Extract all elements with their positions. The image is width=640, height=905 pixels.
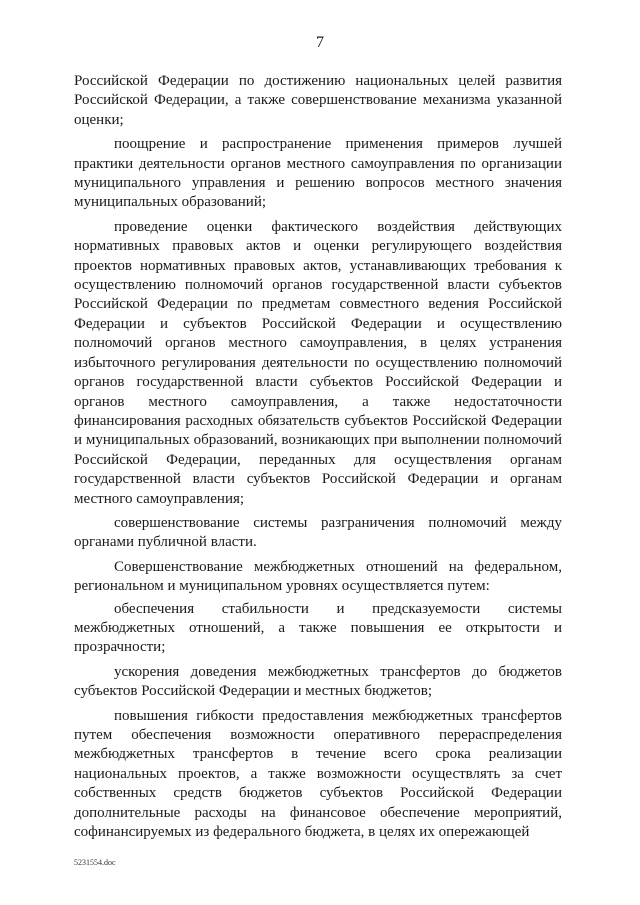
footer-document-code: 5231554.doc (74, 858, 116, 867)
paragraph-transfer-acceleration: ускорения доведения межбюджетных трансфертов до бюджетов субъектов Российской Федерации и местных бюджетов; (74, 663, 562, 700)
paragraph-continuation: Российской Федерации по достижению национальных целей развития Российской Федерации, а также совершенствование механизма указанной оценки; (74, 73, 562, 128)
page-number: 7 (316, 34, 324, 51)
paragraph-powers-delimitation: совершенствование системы разграничения полномочий между органами публичной власти. (74, 514, 562, 551)
paragraph-interbudget-intro: Совершенствование межбюджетных отношений на федеральном, региональном и муниципальном уровнях осуществляется путем: (74, 558, 562, 595)
paragraph-regulatory-assessment: проведение оценки фактического воздействия действующих нормативных правовых актов и оценки регулирующего воздействия проектов нормативных правовых актов, устанавливающих требования к осуществлению полномочий органов государственной власти субъектов Российской Федерации по предметам совместного ведения Российской Федерации и субъектов Российской Федерации и осуществлению полномочий органов местного самоуправления, в целях устранения избыточного регулирования деятельности по осуществлению полномочий органов государственной власти субъектов Российской Федерации и органов местного самоуправления, а также недостаточности финансирования расходных обязательств субъектов Российской Федерации и муниципальных образований, возникающих при выполнении полномочий Российской Федерации, переданных для осуществления органам государственной власти субъектов Российской Федерации и органам местного самоуправления; (74, 218, 562, 507)
paragraph-best-practice: поощрение и распространение применения примеров лучшей практики деятельности органов местного самоуправления по организации муниципального управления и решению вопросов местного значения муниципальных образований; (74, 136, 562, 211)
paragraph-flexibility: повышения гибкости предоставления межбюджетных трансфертов путем обеспечения возможности оперативного перераспределения межбюджетных трансфертов в течение всего срока реализации национальных проектов, а также возможности осуществлять за счет собственных средств бюджетов субъектов Российской Федерации дополнительные расходы на финансовое обеспечение мероприятий, софинансируемых из федерального бюджета, в целях их опережающей (74, 707, 562, 841)
paragraph-stability: обеспечения стабильности и предсказуемости системы межбюджетных отношений, а также повышения ее открытости и прозрачности; (74, 600, 562, 656)
document-body (74, 72, 562, 842)
